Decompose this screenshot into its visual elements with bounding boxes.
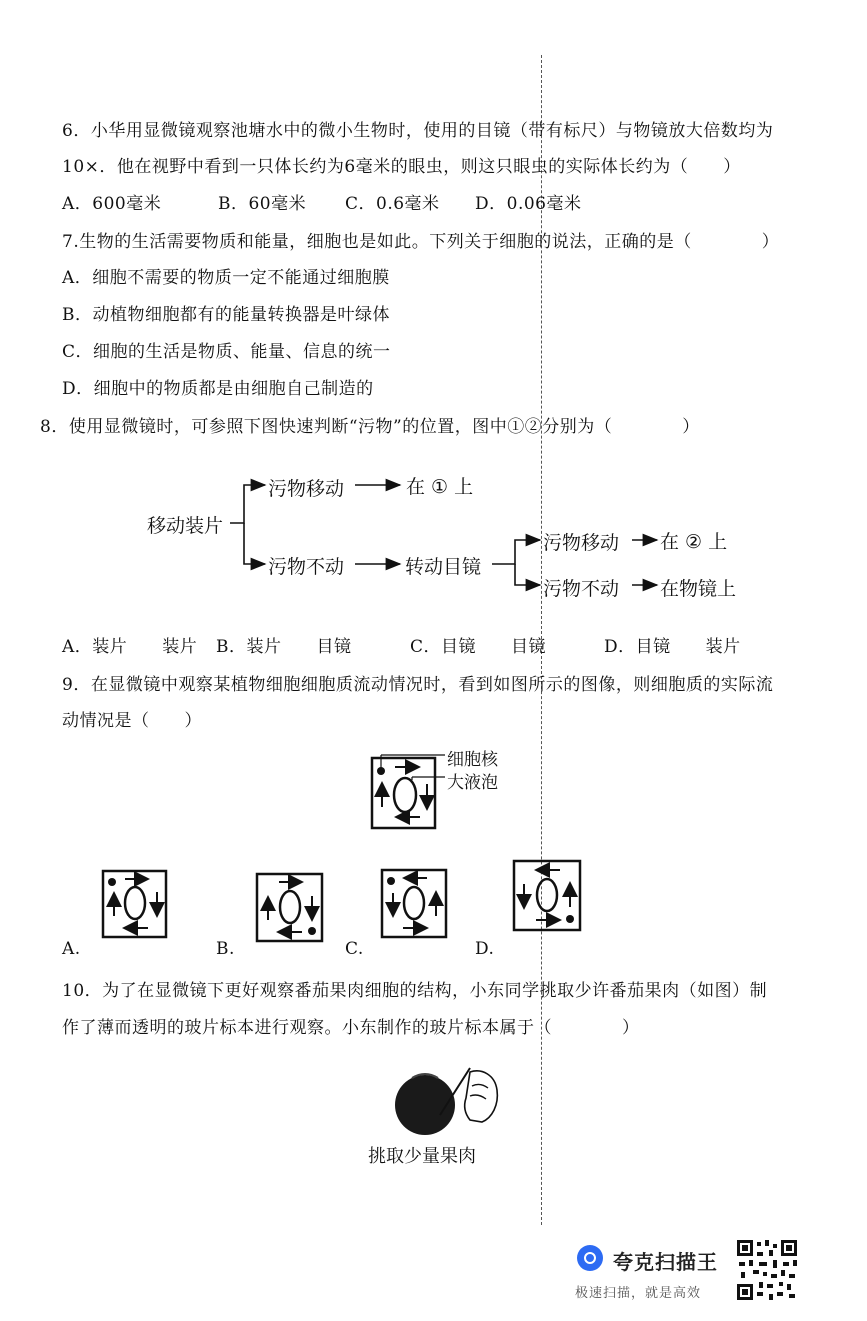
q6-option-b: B．60毫米 [218,194,307,214]
watermark-slogan: 极速扫描，就是高效 [575,1286,702,1301]
quark-logo-icon [577,1245,603,1271]
flow-branch2-move: 污物移动 [543,532,620,554]
flow-action-2: 转动目镜 [405,556,482,578]
q10-stem-line2: 作了薄而透明的玻片标本进行观察。小东制作的玻片标本属于（ ） [62,1018,640,1038]
watermark-brand-name: 夸克扫描王 [613,1250,718,1274]
qr-code-icon [735,1238,799,1302]
label-nucleus: 细胞核 [447,750,498,770]
q7-option-b: B．动植物细胞都有的能量转换器是叶绿体 [62,305,390,325]
q8-option-c: C．目镜 目镜 [410,637,547,657]
q8-option-a: A．装片 装片 [62,637,198,657]
q7-option-c: C．细胞的生活是物质、能量、信息的统一 [62,342,391,362]
scanner-watermark [575,1240,735,1304]
q9-option-a: A. [62,939,81,959]
flow-branch-move: 污物移动 [268,478,345,500]
q7-option-d: D．细胞中的物质都是由细胞自己制造的 [62,379,374,399]
label-vacuole: 大液泡 [447,773,498,793]
q9-option-b: B. [216,939,235,959]
flow-root: 移动装片 [147,515,224,537]
q7-option-a: A．细胞不需要的物质一定不能通过细胞膜 [62,268,390,288]
q8-option-b: B．装片 目镜 [216,637,352,657]
q6-option-a: A．600毫米 [62,194,162,214]
q8-stem: 8．使用显微镜时，可参照下图快速判断“污物”的位置，图中①②分别为（ ） [40,417,700,437]
q6-stem-line2: 10×．他在视野中看到一只体长约为6毫米的眼虫，则这只眼虫的实际体长约为（ ） [62,157,741,177]
q9-option-d: D. [475,939,495,959]
q7-stem: 7.生物的生活需要物质和能量，细胞也是如此。下列关于细胞的说法，正确的是（ ） [62,232,780,252]
flow-result-3: 在物镜上 [660,578,737,600]
flow-result-2: 在 ② 上 [660,531,728,553]
flow-branch-still: 污物不动 [268,556,345,578]
q9-stem-line2: 动情况是（ ） [62,711,202,731]
q10-stem-line1: 10．为了在显微镜下更好观察番茄果肉细胞的结构，小东同学挑取少许番茄果肉（如图）制 [62,981,768,1001]
tomato-caption: 挑取少量果肉 [368,1146,476,1167]
q6-option-d: D．0.06毫米 [475,194,582,214]
q6-stem-line1: 6．小华用显微镜观察池塘水中的微小生物时，使用的目镜（带有标尺）与物镜放大倍数均为 [62,121,774,141]
q9-stem-line1: 9．在显微镜中观察某植物细胞细胞质流动情况时，看到如图所示的图像，则细胞质的实际流 [62,675,774,695]
q9-option-c: C. [345,939,364,959]
flow-branch2-still: 污物不动 [543,578,620,600]
q6-option-c: C．0.6毫米 [345,194,440,214]
q8-option-d: D．目镜 装片 [604,637,741,657]
flow-result-1: 在 ① 上 [406,476,474,498]
